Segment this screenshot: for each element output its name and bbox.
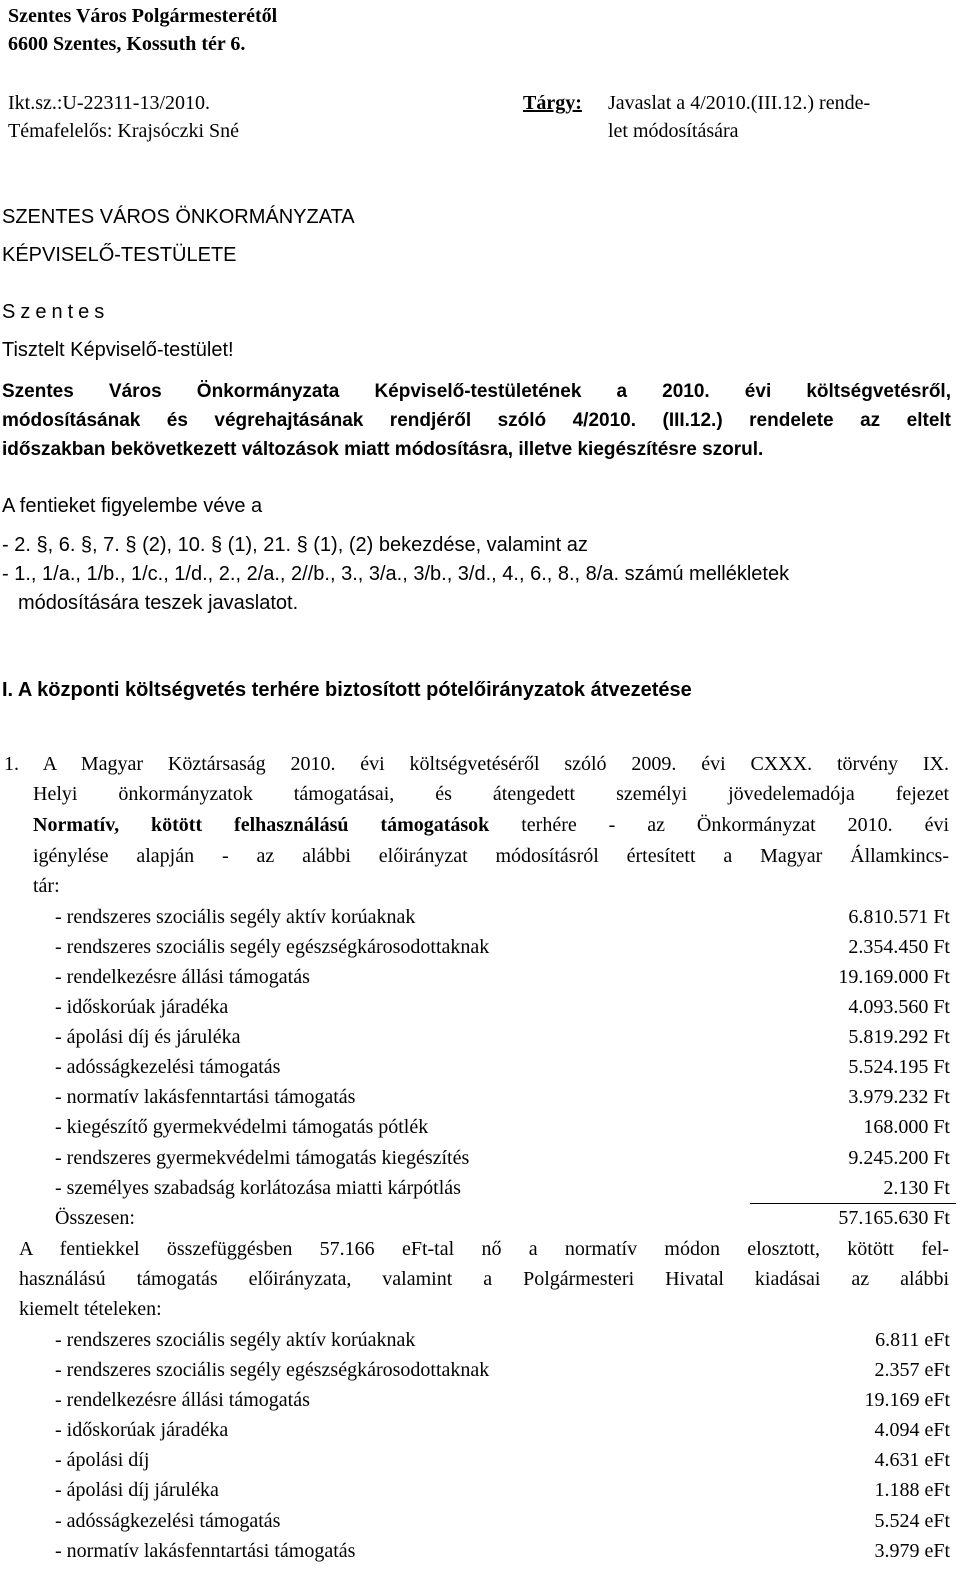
row-value: 168.000 Ft [863,1116,950,1138]
para1-line-4: igénylése alapján - az alábbi előirányzat módosításról értesített a Magyar Államkincs- [33,845,949,867]
para1-bold-phrase: Normatív, kötött felhasználású támogatások [33,814,490,836]
row-value: 4.093.560 Ft [848,996,950,1018]
row-label: - rendelkezésre állási támogatás [55,1389,310,1411]
row-label: - normatív lakásfenntartási támogatás [55,1540,356,1562]
addressee-city: Szentes [2,301,110,323]
section-heading: I. A központi költségvetés terhére biztosított pótelőirányzatok átvezetése [2,679,692,701]
row-value: 5.524.195 Ft [848,1056,950,1078]
row-value: 19.169.000 Ft [838,966,950,988]
row-label: - ápolási díj járuléka [55,1479,219,1501]
row-label: - rendelkezésre állási támogatás [55,966,310,988]
proposal-line-4: módosítására teszek javaslatot. [18,592,299,614]
proposal-line-1: A fentieket figyelembe véve a [2,495,263,517]
subject-line-2: let módosítására [608,120,739,142]
intro-line-2: módosításának és végrehajtásának rendjéről szóló 4/2010. (III.12.) rendelete az eltelt [2,410,951,431]
intro-line-3: időszakban bekövetkezett változások miatt módosításra, illetve kiegészítésre szorul. [2,439,764,460]
responsible-officer: Témafelelős: Krajsóczki Sné [8,120,240,142]
sum-divider [750,1203,956,1204]
row-value: 2.130 Ft [883,1177,950,1199]
row-value: 1.188 eFt [874,1479,950,1501]
proposal-line-2: - 2. §, 6. §, 7. § (2), 10. § (1), 21. § (1), (2) bekezdése, valamint az [2,534,588,556]
row-label: - rendszeres szociális segély aktív korúaknak [55,906,416,928]
sender-address: 6600 Szentes, Kossuth tér 6. [8,33,246,55]
para1-line-3-rest: terhére - az Önkormányzat 2010. évi [521,814,950,836]
row-label: - normatív lakásfenntartási támogatás [55,1086,356,1108]
row-value: 6.810.571 Ft [848,906,950,928]
row-label: - kiegészítő gyermekvédelmi támogatás pótlék [55,1116,429,1138]
row-value: 5.819.292 Ft [848,1026,950,1048]
row-label: - rendszeres szociális segély egészségkárosodottaknak [55,1359,490,1381]
para2-line-3: kiemelt tételeken: [19,1298,162,1320]
row-value: 3.979.232 Ft [848,1086,950,1108]
row-value: 2.357 eFt [874,1359,950,1381]
reference-number: Ikt.sz.:U-22311-13/2010. [8,92,211,114]
proposal-line-3: - 1., 1/a., 1/b., 1/c., 1/d., 2., 2/a., 2//b., 3., 3/a., 3/b., 3/d., 4., 6., 8., 8/a. számú mellékletek [2,563,790,585]
row-value: 4.631 eFt [874,1449,950,1471]
row-value: 3.979 eFt [874,1540,950,1562]
subject-line-1: Javaslat a 4/2010.(III.12.) rende- [608,92,871,114]
row-value: 5.524 eFt [874,1510,950,1532]
total-value: 57.165.630 Ft [838,1207,950,1229]
total-label: Összesen: [55,1207,135,1229]
row-label: - időskorúak járadéka [55,1419,229,1441]
para2-line-1: A fentiekkel összefüggésben 57.166 eFt-tal nő a normatív módon elosztott, kötött fel- [19,1238,949,1260]
sender-name: Szentes Város Polgármesterétől [8,5,278,27]
row-value: 4.094 eFt [874,1419,950,1441]
row-label: - ápolási díj [55,1449,150,1471]
row-label: - adósságkezelési támogatás [55,1510,281,1532]
row-label: - rendszeres szociális segély aktív korúaknak [55,1329,416,1351]
row-value: 19.169 eFt [864,1389,950,1411]
row-label: - ápolási díj és járuléka [55,1026,241,1048]
row-value: 2.354.450 Ft [848,936,950,958]
row-value: 9.245.200 Ft [848,1147,950,1169]
para1-line-1: 1. A Magyar Köztársaság 2010. évi költségvetéséről szóló 2009. évi CXXX. törvény IX. [4,753,949,775]
addressee-line-1: SZENTES VÁROS ÖNKORMÁNYZATA [2,206,355,228]
subject-label: Tárgy: [523,92,582,114]
para1-line-2: Helyi önkormányzatok támogatásai, és átengedett személyi jövedelemadója fejezet [33,783,949,805]
salutation: Tisztelt Képviselő-testület! [2,339,234,361]
row-label: - adósságkezelési támogatás [55,1056,281,1078]
row-label: - rendszeres szociális segély egészségkárosodottaknak [55,936,490,958]
row-label: - rendszeres gyermekvédelmi támogatás kiegészítés [55,1147,470,1169]
para1-line-3 [33,813,949,837]
para1-line-5: tár: [33,875,60,897]
addressee-line-2: KÉPVISELŐ-TESTÜLETE [2,244,237,266]
intro-line-1: Szentes Város Önkormányzata Képviselő-testületének a 2010. évi költségvetésről, [2,381,951,402]
row-label: - időskorúak járadéka [55,996,229,1018]
row-value: 6.811 eFt [875,1329,950,1351]
row-label: - személyes szabadság korlátozása miatti kárpótlás [55,1177,461,1199]
para2-line-2: használású támogatás előirányzata, valamint a Polgármesteri Hivatal kiadásai az alábbi [19,1268,949,1290]
